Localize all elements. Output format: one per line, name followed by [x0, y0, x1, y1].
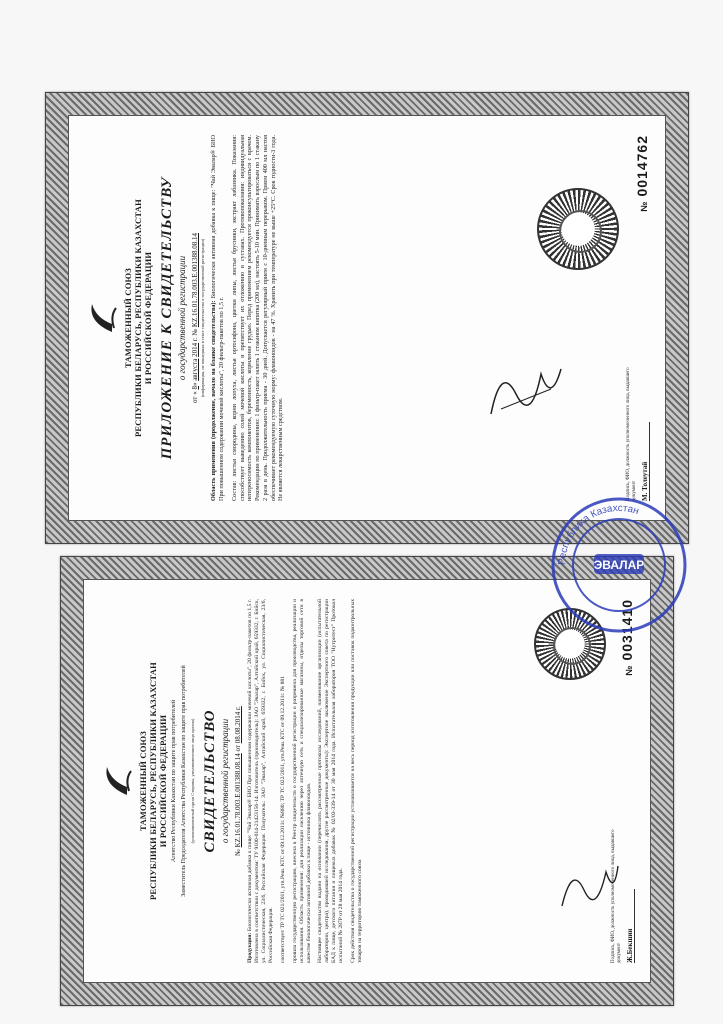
- certificate-union: ТАМОЖЕННЫЙ СОЮЗ: [138, 731, 148, 831]
- certificate-serial-number: 0031410: [619, 599, 635, 661]
- appendix-scope-label: Область применения (продолжение, начало на бланке свидетельства):: [210, 300, 218, 501]
- certificate-republics-1: РЕСПУБЛИКИ БЕЛАРУСЬ, РЕСПУБЛИКИ КАЗАХСТАН: [147, 662, 158, 900]
- appendix-signer-name: М. Толеутай: [641, 422, 650, 501]
- certificate-number: KZ.16.01.78.003.Е.001388.08.14: [233, 753, 242, 848]
- appendix-number: KZ.16.01.78.003.Е.001388.08.14: [191, 233, 200, 328]
- appendix-date-prefix: от «: [191, 391, 200, 404]
- certificate-serial-prefix: №: [624, 664, 634, 676]
- appendix-serial: [634, 135, 650, 212]
- certificate-issued-label: Продукция:: [246, 932, 253, 963]
- customs-union-emblem-2: [97, 761, 137, 801]
- certificate-registry: прошла государственную регистрацию, внесена в Реестр свидетельств о государственной регистрации и разрешена для производства, реализации и использования. Область применения: для реализации населению через аптечную сеть и специализированные магазины, отделы торговой сети в качестве биологически активной добавки к пище - источника флавоноидов.: [291, 599, 312, 963]
- certificate-date-prefix: от: [233, 745, 242, 752]
- appendix-republics-1: РЕСПУБЛИКИ БЕЛАРУСЬ, РЕСПУБЛИКИ КАЗАХСТАН: [132, 199, 143, 437]
- certificate-compliance: соответствует ТР ТС 021/2011, утв.Реш. КТС от 09.12.2011г. №880; ТР ТС 022/2011, утв.Реш. КТС от 09.12.2011г. № 881: [279, 675, 286, 963]
- appendix-number-note: (информация, не вошедшая в текст свидетельства о государственной регистрации): [200, 238, 206, 398]
- appendix-number-line: от « 8» августа 2014 г. № KZ.16.01.78.003.Е.001388.08.14: [191, 233, 200, 404]
- appendix-seal: [537, 188, 619, 270]
- appendix-rotated: [74, 121, 660, 515]
- certificate-date: 08.08.2014 г.: [233, 706, 242, 744]
- appendix-subtitle: о государственной регистрации: [177, 255, 188, 381]
- company-stamp: [548, 494, 690, 636]
- certificate-republics-2: И РОССИЙСКОЙ ФЕДЕРАЦИИ: [157, 714, 168, 848]
- appendix-republics-2: И РОССИЙСКОЙ ФЕДЕРАЦИИ: [142, 251, 153, 385]
- certificate-inner: [83, 579, 651, 983]
- certificate-number-line: [234, 599, 242, 963]
- appendix-scope: [210, 135, 226, 501]
- stamp-inner-text: ЭВАЛАР: [593, 558, 645, 572]
- appendix-signer-block: [626, 351, 650, 501]
- appendix-scope-text: Биологически активная добавка к пище: "Чай Эвалар® БИО При повышенном содержании мочевой кислоты", 20 фильтр-пакетов по 1,5 г.: [210, 135, 226, 501]
- customs-union-emblem: [82, 298, 122, 338]
- appendix-serial-number: 0014762: [634, 135, 650, 197]
- certificate-title: СВИДЕТЕЛЬСТВО: [201, 709, 218, 853]
- appendix-day: 8: [191, 386, 200, 390]
- certificate-validity: Срок действия свидетельства о государственной регистрации устанавливается на весь период изготовления продукции или поставок подконтрольных товаров на территорию таможенного союза: [350, 599, 364, 963]
- certificate-agency-note: (уполномоченный орган Стороны, уполномоченное лицо органа): [189, 718, 195, 844]
- stamp-ring-text: Республика Казахстан: [556, 502, 641, 566]
- certificate-agency-2: Заместитель Председателя Агентства Республики Казахстан по защите прав потребителей: [181, 665, 188, 897]
- certificate-signer-name: Ж.Бекшин: [626, 889, 635, 963]
- certificate-signature: [554, 856, 624, 916]
- appendix-inner: [68, 115, 666, 521]
- appendix-title: ПРИЛОЖЕНИЕ К СВИДЕТЕЛЬСТВУ: [159, 176, 176, 460]
- certificate-product: [247, 599, 275, 963]
- appendix-number-prefix: №: [191, 328, 200, 336]
- certificate-product-text: Биологически активная добавка к пище: "Чай Эвалар® БИО При повышенном содержании мочевой кислоты", 20 фильтр-пакетов по 1,5 г. Изготовлена в соответствии с документом: ТУ 9100-014-21423156-14. Изготовитель (производитель): ЗАО "Эвалар", Алтайский край, 659332, г. Бийск, ул. Социалистическая, 23/6, Российская Федерация. Получатель: ЗАО "Эвалар", Алтайский край, 659332, г. Бийск, ул. Социалистическая, 23/6, Российская Федерация.: [246, 599, 274, 963]
- appendix-page: [74, 121, 660, 515]
- appendix-signature: [481, 354, 571, 424]
- appendix-month: августа: [191, 358, 200, 381]
- appendix-frame: [45, 92, 689, 544]
- appendix-sign-row: [626, 135, 650, 501]
- appendix-composition: Состав: листья смородины, корни лопуха, листья ортосифона, цветки липы, листья брусники, экстракт лабазника. Показания: способствует выведению солей мочевой кислоты и препятствует их отложению в суставах. Противопоказания: индивидуальная непереносимость компонентов, беременность, кормление грудью. Перед применением рекомендуется проконсультироваться с врачом. Рекомендации по применению: 1 фильтр-пакет залить 1 стаканом кипятка (200 мл), настоять 5-10 мин. Принимать взрослым по 1 стакану 2 раза в день. Продолжительность приема - 30 дней. Допускается регулярный прием с 10-дневным перерывом. Прием 400 мл настоя обеспечивает рекомендуемую суточную норму: флавоноидов - на 47 %. Хранить при температуре не выше +25°С. Срок годности-3 года. Не является лекарственным средством.: [230, 135, 285, 501]
- certificate-agency-1: Агентство Республики Казахстан по защите прав потребителей: [171, 699, 178, 863]
- certificate-basis: Настоящее свидетельство выдано на основании (перечислить рассмотренные протоколы исследований, наименование организации (испытательной лаборатории, центра), проводившей исследования, другие рассмотренные документы): Экспертное заключение Экспертного совета по регистрации БАД к пище, детского питания и пищевых добавок № 02/03-339-14 от 30 мая 2014 года. Испытательная лаборатория ТОО "Нутритест" Протокол испытаний № 287Р от 28 мая 2014 года.: [317, 599, 345, 963]
- appendix-serial-prefix: №: [639, 200, 649, 212]
- certificate-subtitle: о государственной регистрации: [219, 718, 230, 844]
- certificate-number-prefix: №: [233, 849, 242, 856]
- certificate-signer-role: Подпись, ФИО, должность уполномоченного лица, выдавшего документ: [610, 829, 622, 963]
- appendix-year: 2014: [191, 342, 200, 357]
- appendix-union: ТАМОЖЕННЫЙ СОЮЗ: [123, 268, 133, 368]
- appendix-signer-role: Подпись, ФИО, должность уполномоченного лица, выдавшего документ: [625, 367, 637, 501]
